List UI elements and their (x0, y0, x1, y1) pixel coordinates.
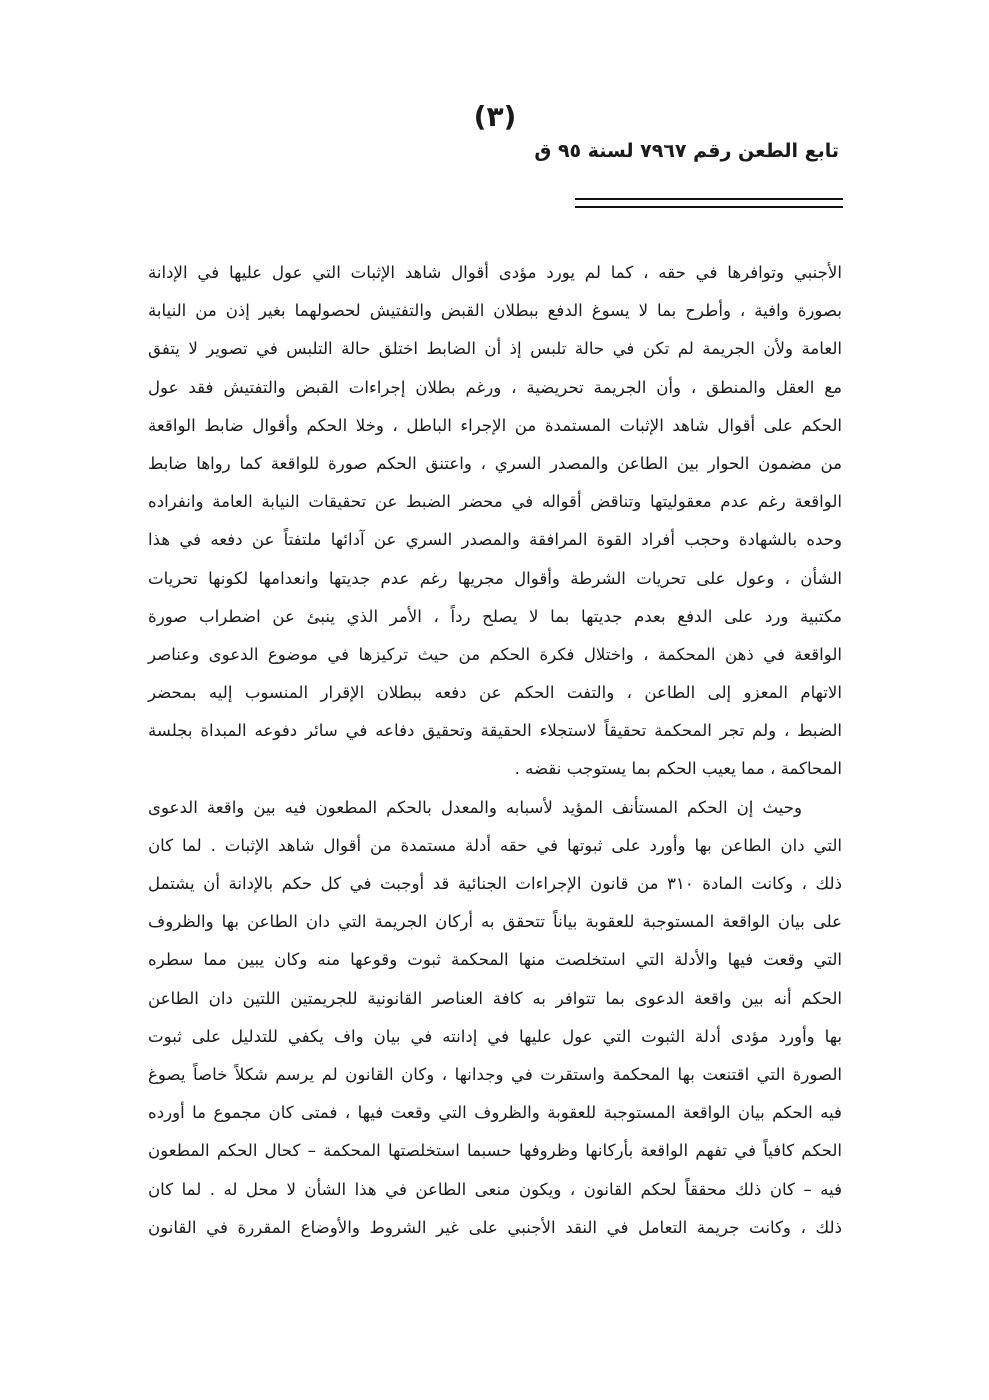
text-line: التي دان الطاعن بها وأورد على ثبوتها في حقه أدلة مستمدة من أقوال شاهد الإثبات . لما كان (148, 835, 842, 855)
text-line: الضبط ، ولم تجر المحكمة تحقيقاً لاستجلاء الحقيقة وتحقيق دفاعه في سائر دفوعه المبداة بجلسة (148, 721, 842, 741)
text-line: بها وأورد مؤدى أدلة الثبوت التي عول عليها في إدانته في بيان واف يكفي للتدليل على ثبوت (148, 1026, 842, 1046)
text-line: العامة ولأن الجريمة لم تكن في حالة تلبس إذ أن الضابط اختلق حالة التلبس في تصوير لا يتفق (148, 339, 842, 359)
text-line: التي وقعت فيها والأدلة التي استخلصت منها المحكمة ثبوت وقوعها منه وكان يبين مما سطره (148, 950, 842, 970)
text-line: الصورة التي اقتنعت بها المحكمة واستقرت في وجدانها ، وكان القانون لم يرسم شكلاً خاصاً يصوغ (148, 1064, 842, 1084)
text-line: بصورة وافية ، وأطرح بما لا يسوغ الدفع ببطلان القبض والتفتيش لحصولهما بغير إذن من النيابة (148, 301, 842, 321)
case-header: تابع الطعن رقم ٧٩٦٧ لسنة ٩٥ ق (534, 140, 839, 162)
text-line: وحده بالشهادة وحجب أفراد القوة المرافقة والمصدر السري عن آدائها ملتفتاً عن دفعه في هذا (148, 530, 842, 550)
text-line: فيه – كان ذلك محققاً لحكم القانون ، ويكون منعى الطاعن في هذا الشأن لا محل له . لما كان (148, 1179, 842, 1199)
text-line: الأجنبي وتوافرها في حقه ، كما لم يورد مؤدى أقوال شاهد الإثبات التي عول عليها في الإدانة (148, 263, 842, 282)
body-text (148, 254, 842, 1247)
text-line: ذلك ، وكانت جريمة التعامل في النقد الأجنبي على غير الشروط والأوضاع المقررة في القانون (148, 1217, 842, 1237)
text-line: الواقعة في ذهن المحكمة ، واختلال فكرة الحكم من حيث تركيزها في موضوع الدعوى وعناصر (148, 644, 842, 664)
text-line: مع العقل والمنطق ، وأن الجريمة تحريضية ، ورغم بطلان إجراءات القبض والتفتيش فقد عول (148, 377, 842, 397)
text-line: على بيان الواقعة المستوجبة للعقوبة بياناً تتحقق به أركان الجريمة التي دان الطاعن بها والظروف (148, 912, 842, 932)
text-line: الاتهام المعزو إلى الطاعن ، والتفت الحكم عن دفعه ببطلان الإقرار المنسوب إليه بمحضر (148, 683, 842, 703)
header-rule-top (575, 198, 843, 200)
text-line: الحكم على أقوال شاهد الإثبات المستمدة من الإجراء الباطل ، وخلا الحكم وأقوال ضابط الواقعة (148, 415, 842, 435)
text-line: فيه الحكم بيان الواقعة المستوجبة للعقوبة والظروف التي وقعت فيها ، فمتى كان مجموع ما أورده (148, 1103, 842, 1123)
text-line: الواقعة رغم عدم معقوليتها وتناقض أقواله في محضر الضبط عن تحقيقات النيابة العامة وانفراده (148, 492, 842, 512)
paragraph-end-line: المحاكمة ، مما يعيب الحكم بما يستوجب نقضه . (514, 759, 842, 779)
text-line: من مضمون الحوار بين الطاعن والمصدر السري ، واعتنق الحكم صورة للواقعة كما رواها ضابط (148, 453, 842, 473)
page-number: (٣) (473, 100, 517, 133)
text-line: مكتبية ورد على الدفع بعدم جديتها بما لا يصلح رداً ، الأمر الذي ينبئ عن اضطراب صورة (148, 606, 842, 626)
text-line: الشأن ، وعول على تحريات الشرطة وأقوال مجريها رغم عدم جديتها وانعدامها لكونها تحريات (148, 568, 842, 588)
text-line: الحكم أنه بين واقعة الدعوى بما تتوافر به كافة العناصر القانونية للجريمتين اللتين دان الطاعن (148, 988, 842, 1008)
paragraph-start-line: وحيث إن الحكم المستأنف المؤيد لأسبابه والمعدل بالحكم المطعون فيه بين واقعة الدعوى (148, 797, 802, 817)
header-rule-bottom (575, 206, 843, 208)
text-line: الحكم كافياً في تفهم الواقعة بأركانها وظروفها حسبما استخلصتها المحكمة – كحال الحكم المطعون (148, 1141, 842, 1161)
text-line: ذلك ، وكانت المادة ٣١٠ من قانون الإجراءات الجنائية قد أوجبت في كل حكم بالإدانة أن يشتمل (148, 874, 842, 893)
